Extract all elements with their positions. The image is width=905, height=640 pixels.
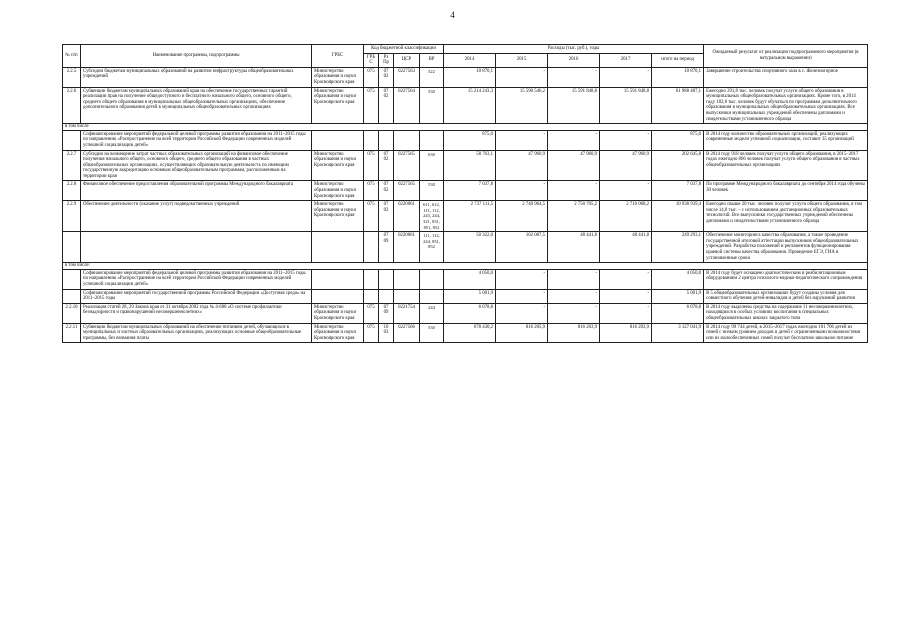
cell-rz: 07 09 <box>379 232 394 263</box>
cell-total: 3 127 041,9 <box>652 323 704 343</box>
cell-csr: 0220061 <box>394 232 420 263</box>
cell-y2016: - <box>548 130 600 150</box>
cell-csr: 0227563 <box>394 67 420 87</box>
header-sub-grbs: ГРБС <box>364 53 379 67</box>
cell-vr: 630 <box>420 150 444 181</box>
table-row <box>63 67 868 87</box>
cell-y2017: - <box>600 130 652 150</box>
cell-vr <box>420 269 444 289</box>
cell-grbs: Министерство образования и науки Красноярского края <box>312 323 364 343</box>
cell-grbs: Министерство образования и науки Красноярского края <box>312 303 364 323</box>
cell-y2016: 816 203,9 <box>548 323 600 343</box>
cell-y2014: 2 737 111,5 <box>444 201 496 232</box>
cell-y2017: 47 960,9 <box>600 150 652 181</box>
header-sub-vr: ВР <box>420 53 444 67</box>
table-row <box>63 289 868 303</box>
cell-g <box>364 130 379 150</box>
cell-y2017: 816 203,9 <box>600 323 652 343</box>
cell-y2015: - <box>496 130 548 150</box>
cell-g: 075 <box>364 181 379 201</box>
cell-grbs <box>312 130 364 150</box>
subheading-label: в том числе: <box>63 263 868 270</box>
cell-grbs: Министерство образования и науки Красноярского края <box>312 201 364 232</box>
cell-y2017: 2 710 068,2 <box>600 201 652 232</box>
cell-g <box>364 269 379 289</box>
table-row <box>63 130 868 150</box>
cell-grbs: Министерство образования и науки Красноярского края <box>312 87 364 124</box>
header-y2017: 2017 <box>600 53 652 67</box>
cell-y2016: - <box>548 269 600 289</box>
cell-g <box>364 232 379 263</box>
cell-result: Ежегодно свыше 20 тыс. человек получат услуги общего образования, в том числе 14,0 тыс. – с использованием дистанционных образовательных технологий. Все выпускники государственных учреждений обеспечены дипломами и свидетельствами установленного образца <box>704 201 868 232</box>
cell-rz <box>379 289 394 303</box>
cell-y2017: - <box>600 269 652 289</box>
cell-y2015: 47 960,9 <box>496 150 548 181</box>
cell-total: 875,0 <box>652 130 704 150</box>
cell-y2016: - <box>548 289 600 303</box>
cell-y2014: 875,0 <box>444 130 496 150</box>
cell-num: 2.2.5 <box>63 67 81 87</box>
cell-result: В 5 общеобразовательных организациях будут созданы условия для совместного обучения детей-инвалидов и детей без нарушений развития <box>704 289 868 303</box>
table-row <box>63 201 868 232</box>
cell-total: 10 938 939,4 <box>652 201 704 232</box>
cell-g: 075 <box>364 67 379 87</box>
header-name: Наименование программы, подпрограммы <box>81 45 312 68</box>
cell-csr: 0227564 <box>394 87 420 124</box>
cell-total: 5 001,9 <box>652 289 704 303</box>
cell-y2016: 2 750 705,2 <box>548 201 600 232</box>
cell-rz <box>379 130 394 150</box>
cell-g: 075 <box>364 87 379 124</box>
cell-y2015: 102 087,5 <box>496 232 548 263</box>
cell-num: 2.2.7 <box>63 150 81 181</box>
cell-y2014: 50 322,0 <box>444 232 496 263</box>
table-row <box>63 303 868 323</box>
cell-y2015: - <box>496 181 548 201</box>
cell-g: 075 <box>364 150 379 181</box>
cell-rz: 07 02 <box>379 67 394 87</box>
header-num: № п/п <box>63 45 81 68</box>
cell-rz: 07 02 <box>379 201 394 232</box>
cell-result: В 2014 году будет оснащено диагностическим и реабилитационным оборудованием 2 центра психолого-медико-педагогического сопровождения <box>704 269 868 289</box>
cell-y2015: - <box>496 303 548 323</box>
cell-result: По программе Международного бакалавриата до сентября 2014 года обучены 30 человек <box>704 181 868 201</box>
cell-vr: 530 <box>420 87 444 124</box>
cell-result: Обеспечение мониторинга качества образования, а также проведение государственной итоговой аттестации выпускников общеобразовательных учреждений. Разработка положений и регламентов функционирования краевой системы качества образования. Проведение ЕГЭ, ГИА в установленные сроки <box>704 232 868 263</box>
cell-y2014: 10 870,1 <box>444 67 496 87</box>
cell-y2015: 2 740 964,5 <box>496 201 548 232</box>
cell-total: 249 293,1 <box>652 232 704 263</box>
cell-name: Софинансирование мероприятий федеральной целевой программы развития образования на 2011–2015 годы по направлению «Распространение на всей территории Российской Федерации современных моделей успешной социализации детей» <box>81 269 312 289</box>
cell-y2014: 6 078,8 <box>444 303 496 323</box>
cell-y2014: 4 050,0 <box>444 269 496 289</box>
cell-name: Субвенции бюджетам муниципальных образований края на обеспечение государственных гарантий реализации прав на получение общедоступного и бесплатного начального общего, основного общего, среднего общего образования в муниципальных общеобразовательных организациях, обеспечение дополнительного образования детей в муниципальных общеобразовательных организациях <box>81 87 312 124</box>
cell-g: 075 <box>364 201 379 232</box>
cell-rz: 07 02 <box>379 150 394 181</box>
cell-name: Реализация статей 28, 29 Закона края от 31 октября 2002 года № 4-608 «О системе профилактики безнадзорности и правонарушений несовершеннолетних» <box>81 303 312 323</box>
cell-y2014: 15 214 243,3 <box>444 87 496 124</box>
cell-y2014: 7 037,8 <box>444 181 496 201</box>
budget-table <box>62 44 868 343</box>
header-sub-csr: ЦСР <box>394 53 420 67</box>
table-row <box>63 323 868 343</box>
table-row <box>63 87 868 124</box>
cell-name: Финансовое обеспечение предоставления образовательной программы Международного бакалавриата <box>81 181 312 201</box>
cell-num: 2.2.9 <box>63 201 81 232</box>
table-subheading-row <box>63 263 868 270</box>
cell-y2014: 5 001,9 <box>444 289 496 303</box>
cell-result: В 2014 году 918 человек получат услуги общего образования, в 2015–2017 годах ежегодно 866 человек получат услуги общего образования в частных общеобразовательных организациях <box>704 150 868 181</box>
cell-csr: 0220061 <box>394 201 420 232</box>
header-sub-rzpr: Рз Пр <box>379 53 394 67</box>
header-y2014: 2014 <box>444 53 496 67</box>
cell-vr: 111, 112, 244, 851, 852 <box>420 232 444 263</box>
table-subheading-row <box>63 124 868 131</box>
cell-rz: 07 09 <box>379 303 394 323</box>
cell-y2016: 48 441,8 <box>548 232 600 263</box>
cell-vr <box>420 289 444 303</box>
cell-name: Субвенции бюджетам муниципальных образований на обеспечение питанием детей, обучающихся в муниципальных и частных образовательных организациях, реализующих основные общеобразовательные программы, без взимания платы <box>81 323 312 343</box>
cell-vr: 244 <box>420 303 444 323</box>
cell-num: 2.2.11 <box>63 323 81 343</box>
cell-result: Завершение строительства спортивного зала в с. Железногорное <box>704 67 868 87</box>
cell-csr <box>394 289 420 303</box>
cell-rz: 10 03 <box>379 323 394 343</box>
subheading-label: в том числе <box>63 124 868 131</box>
cell-grbs: Министерство образования и науки Красноярского края <box>312 67 364 87</box>
cell-y2016: 15 591 848,8 <box>548 87 600 124</box>
cell-result: Ежегодно 291,8 тыс. человек получат услуги общего образования в муниципальных общеобразовательных организациях. Кроме того, в 2014 году 182,8 тыс. человек будут обучаться по программам дополнительного образования в муниципальных общеобразовательных организациях. Все выпускники муниципальных учреждений обеспечены дипломами и свидетельствами установленного образца <box>704 87 868 124</box>
cell-y2016: 47 960,9 <box>548 150 600 181</box>
header-budget-class: Код бюджетной классификации <box>364 45 444 54</box>
cell-num <box>63 289 81 303</box>
cell-csr: 0227566 <box>394 323 420 343</box>
header-y2016: 2016 <box>548 53 600 67</box>
cell-num: 2.2.8 <box>63 181 81 201</box>
cell-vr <box>420 130 444 150</box>
cell-num: 2.2.6 <box>63 87 81 124</box>
cell-result: В 2014 году 99 744 детей, в 2015–2017 годах ежегодно 101 706 детей из семей с низким уровнем доходов и детей с ограниченными возможностями или из малообеспеченных семей получат бесплатное школьное питание <box>704 323 868 343</box>
cell-y2015: - <box>496 289 548 303</box>
table-row <box>63 150 868 181</box>
cell-y2017: 15 591 848,8 <box>600 87 652 124</box>
cell-num: 2.2.10 <box>63 303 81 323</box>
cell-rz: 07 02 <box>379 87 394 124</box>
cell-rz: 07 02 <box>379 181 394 201</box>
header-grbs: ГРБС <box>312 45 364 68</box>
cell-name: Субсидии бюджетам муниципальных образований на развитие инфраструктуры общеобразовательных учреждений <box>81 67 312 87</box>
cell-csr: 0227565 <box>394 181 420 201</box>
cell-y2014: 58 763,1 <box>444 150 496 181</box>
cell-num <box>63 232 81 263</box>
cell-result: В 2014 году выделены средства на содержание 11 несовершеннолетних, находящихся в особых условиях воспитания в специальных общеобразовательных школах закрытого типа <box>704 303 868 323</box>
cell-name: Софинансирование мероприятий федеральной целевой программы развития образования на 2011–2015 годы по направлению «Распространение на всей территории Российской Федерации современных моделей успешной социализации детей» <box>81 130 312 150</box>
header-expenses: Расходы (тыс. руб.), годы <box>444 45 704 54</box>
cell-grbs: Министерство образования и науки Красноярского края <box>312 150 364 181</box>
cell-y2015: - <box>496 67 548 87</box>
cell-name: Софинансирование мероприятий государственной программы Российской Федерации «Доступная среда» на 2011–2015 годы <box>81 289 312 303</box>
cell-vr: 530 <box>420 181 444 201</box>
cell-y2017: - <box>600 303 652 323</box>
cell-total: 6 078,8 <box>652 303 704 323</box>
cell-result: В 2014 году количество образовательных организаций, реализующих современные модели успешной социализации, составит 35 организаций <box>704 130 868 150</box>
cell-grbs <box>312 269 364 289</box>
cell-y2016: - <box>548 67 600 87</box>
table-row <box>63 181 868 201</box>
header-result: Ожидаемый результат от реализации подпрограммного мероприятия (в натуральном выражении) <box>704 45 868 68</box>
cell-y2017: - <box>600 289 652 303</box>
cell-y2015: 15 590 546,2 <box>496 87 548 124</box>
table-row <box>63 232 868 263</box>
cell-rz <box>379 269 394 289</box>
cell-total: 10 870,1 <box>652 67 704 87</box>
cell-grbs: Министерство образования и науки Красноярского края <box>312 181 364 201</box>
cell-total: 202 645,8 <box>652 150 704 181</box>
cell-y2014: 678 430,2 <box>444 323 496 343</box>
header-y2015: 2015 <box>496 53 548 67</box>
cell-y2015: 816 205,9 <box>496 323 548 343</box>
cell-grbs <box>312 232 364 263</box>
cell-grbs <box>312 289 364 303</box>
table-body <box>63 67 868 343</box>
cell-g: 075 <box>364 323 379 343</box>
cell-total: 61 988 487,1 <box>652 87 704 124</box>
cell-csr: 0227565 <box>394 150 420 181</box>
cell-y2017: - <box>600 181 652 201</box>
header-total: итого на период <box>652 53 704 67</box>
cell-csr <box>394 130 420 150</box>
cell-name <box>81 232 312 263</box>
cell-name: Обеспечение деятельности (оказание услуг) подведомственных учреждений <box>81 201 312 232</box>
cell-y2017: 48 441,8 <box>600 232 652 263</box>
page-number: 4 <box>450 10 455 20</box>
cell-csr: 0221754 <box>394 303 420 323</box>
cell-g: 075 <box>364 303 379 323</box>
cell-y2017: - <box>600 67 652 87</box>
cell-y2016: - <box>548 303 600 323</box>
cell-vr: 611, 612, 111, 112, 243, 244, 321, 831, 851, 852 <box>420 201 444 232</box>
cell-num <box>63 269 81 289</box>
cell-total: 7 037,8 <box>652 181 704 201</box>
cell-y2016: - <box>548 181 600 201</box>
cell-g <box>364 289 379 303</box>
cell-vr: 522 <box>420 67 444 87</box>
table-row <box>63 269 868 289</box>
cell-csr <box>394 269 420 289</box>
cell-num <box>63 130 81 150</box>
cell-y2015: - <box>496 269 548 289</box>
cell-name: Субсидии на возмещение затрат частных образовательных организаций на финансовое обеспечение получения начального общего, основного общего, среднего общего образования в частных общеобразовательных организациях, осуществляющих образовательную деятельность по имеющим государственную аккредитацию основным общеобразовательным программам, расположенным на территории края <box>81 150 312 181</box>
cell-vr: 530 <box>420 323 444 343</box>
cell-total: 4 050,0 <box>652 269 704 289</box>
